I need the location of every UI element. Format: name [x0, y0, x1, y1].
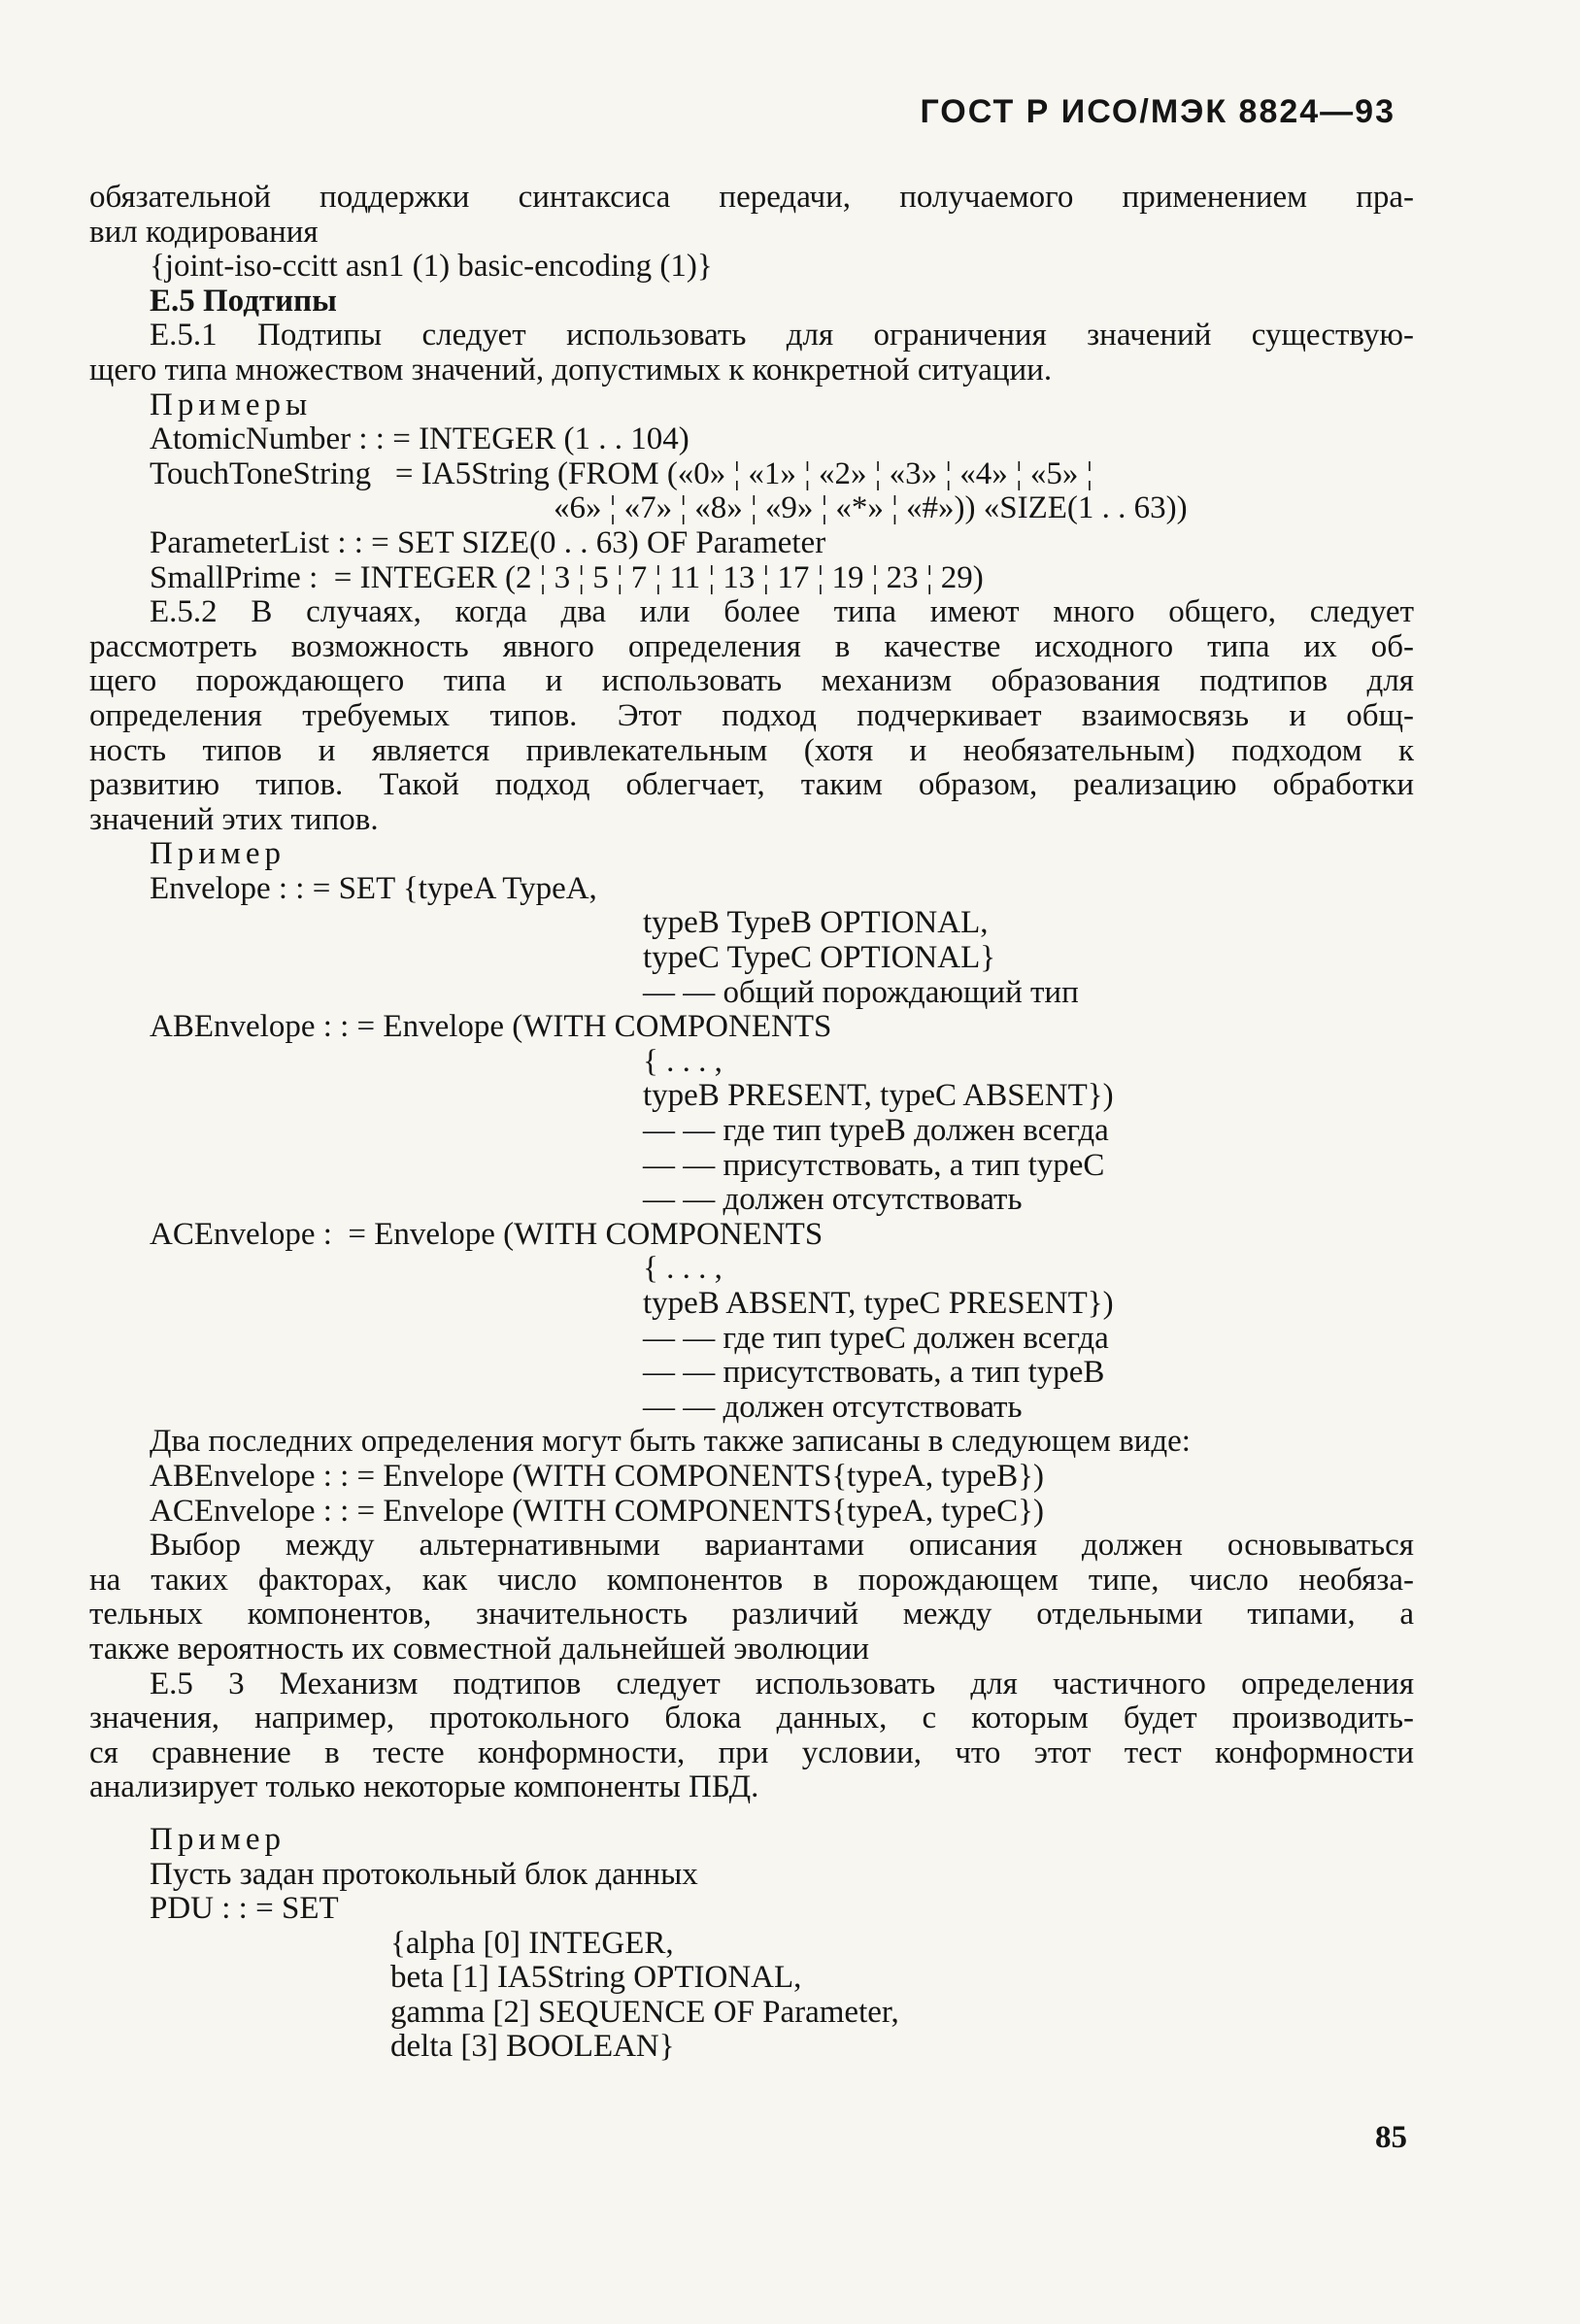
text-line: {joint-iso-ccitt asn1 (1) basic-encoding (1)} [150, 249, 713, 285]
text-line: развитию типов. Такой подход облегчает, таким образом, реализацию обработки [89, 767, 1414, 803]
example-label: Пример [150, 836, 286, 872]
code-comment: — — где тип typeC должен всегда [643, 1320, 1109, 1356]
page-header: ГОСТ Р ИСО/МЭК 8824—93 [920, 93, 1395, 130]
spacer [89, 1805, 1414, 1823]
text-line: значения, например, протокольного блока данных, с которым будет производить- [89, 1701, 1414, 1736]
code-line: typeB ABSENT, typeC PRESENT}) [643, 1286, 1114, 1321]
code-line: beta [1] IA5String OPTIONAL, [390, 1960, 802, 1996]
text-line: обязательной поддержки синтаксиса передачи, получаемого применением пра- [89, 180, 1414, 215]
text-line: ность типов и является привлекательным (хотя и необязательным) подходом к [89, 732, 1414, 768]
text-line: щего порождающего типа и использовать механизм образования подтипов для [89, 663, 1414, 699]
code-comment: — — общий порождающий тип [643, 974, 1079, 1010]
code-line: Envelope : : = SET {typeA TypeA, [150, 870, 597, 906]
text-line: Е.5 3 Механизм подтипов следует использовать для частичного определения [150, 1666, 1414, 1701]
text-line: ся сравнение в тесте конформности, при условии, что этот тест конформности [89, 1735, 1414, 1770]
code-comment: — — где тип typeB должен всегда [643, 1113, 1109, 1149]
code-line: gamma [2] SEQUENCE OF Parameter, [390, 1994, 899, 2030]
code-comment: — — должен отсутствовать [643, 1182, 1023, 1218]
code-line: TouchToneString = IA5String (FROM («0» ¦ «1» ¦ «2» ¦ «3» ¦ «4» ¦ «5» ¦ [150, 455, 1093, 491]
text-line: на таких факторах, как число компонентов в порождающем типе, число необяза- [89, 1562, 1414, 1598]
page-body [89, 181, 1414, 2065]
code-line: typeB PRESENT, typeC ABSENT}) [643, 1078, 1114, 1114]
text-line: щего типа множеством значений, допустимых к конкретной ситуации. [89, 352, 1053, 387]
code-line: delta [3] BOOLEAN} [390, 2029, 675, 2065]
code-line: typeB TypeB OPTIONAL, [643, 905, 989, 941]
code-comment: — — должен отсутствовать [643, 1389, 1023, 1425]
code-line: { . . . , [643, 1043, 723, 1079]
example-label: Примеры [150, 387, 313, 422]
text-line: Выбор между альтернативными вариантами описания должен основываться [150, 1528, 1414, 1564]
text-line: вил кодирования [89, 214, 319, 250]
example-label: Пример [150, 1821, 286, 1857]
code-comment: — — присутствовать, а тип typeC [643, 1147, 1105, 1183]
text-line: определения требуемых типов. Этот подход подчеркивает взаимосвязь и общ- [89, 697, 1414, 733]
code-line: ABEnvelope : : = Envelope (WITH COMPONENTS [150, 1009, 832, 1045]
text-line: анализирует только некоторые компоненты ПБД. [89, 1769, 759, 1805]
code-line: ABEnvelope : : = Envelope (WITH COMPONENTS{typeA, typeB}) [150, 1458, 1044, 1494]
code-line: ACEnvelope : : = Envelope (WITH COMPONENTS{typeA, typeC}) [150, 1493, 1044, 1529]
code-line: ParameterList : : = SET SIZE(0 . . 63) OF Parameter [150, 524, 826, 560]
section-heading: Е.5 Подтипы [150, 283, 337, 319]
code-line: PDU : : = SET [150, 1891, 339, 1927]
code-comment: — — присутствовать, а тип typeB [643, 1355, 1105, 1391]
code-line: ACEnvelope : = Envelope (WITH COMPONENTS [150, 1216, 824, 1252]
text-line: Пусть задан протокольный блок данных [150, 1856, 698, 1892]
code-line: { . . . , [643, 1251, 723, 1287]
code-line: typeC TypeC OPTIONAL} [643, 940, 996, 976]
text-line: Два последних определения могут быть также записаны в следующем виде: [150, 1424, 1191, 1460]
text-line: тельных компонентов, значительность различий между отдельными типами, а [89, 1597, 1414, 1633]
text-line: Е.5.2 В случаях, когда два или более типа имеют много общего, следует [150, 594, 1414, 630]
text-line: Е.5.1 Подтипы следует использовать для ограничения значений существую- [150, 318, 1414, 354]
code-line: «6» ¦ «7» ¦ «8» ¦ «9» ¦ «*» ¦ «#»)) «SIZE(1 . . 63)) [554, 490, 1188, 526]
code-line: AtomicNumber : : = INTEGER (1 . . 104) [150, 421, 689, 457]
text-line: также вероятность их совместной дальнейшей эволюции [89, 1631, 870, 1667]
text-line: рассмотреть возможность явного определения в качестве исходного типа их об- [89, 628, 1414, 664]
text-line: значений этих типов. [89, 801, 379, 837]
code-line: SmallPrime : = INTEGER (2 ¦ 3 ¦ 5 ¦ 7 ¦ 11 ¦ 13 ¦ 17 ¦ 19 ¦ 23 ¦ 29) [150, 559, 984, 595]
page-number: 85 [1375, 2120, 1407, 2155]
code-line: {alpha [0] INTEGER, [390, 1925, 674, 1961]
